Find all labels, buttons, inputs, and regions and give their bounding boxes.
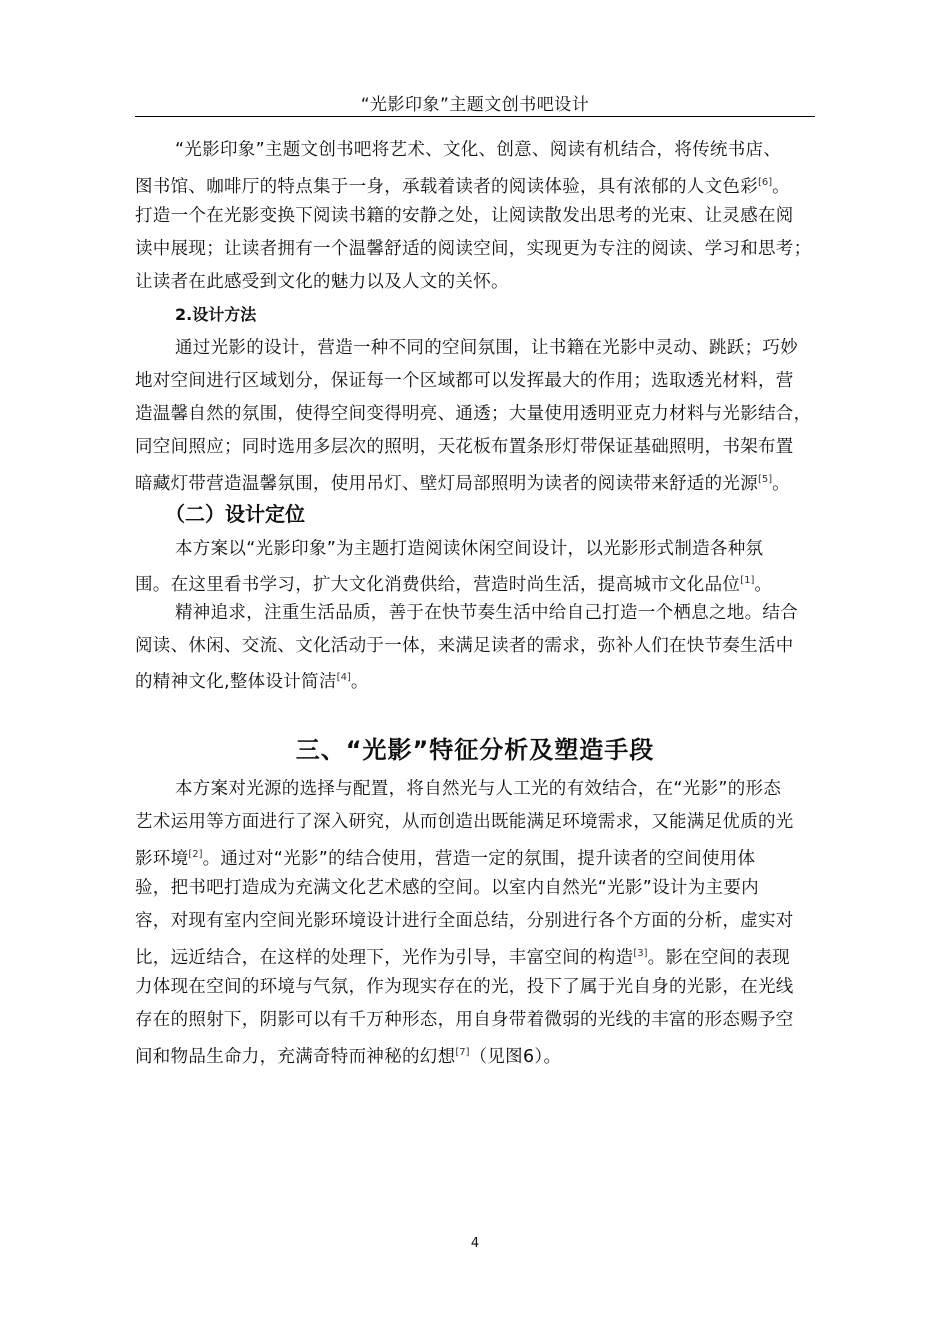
- paragraph-line: [135, 942, 790, 970]
- page-number: 4: [470, 1236, 480, 1251]
- paragraph-line: 地对空间进行区域划分，保证每一个区域都可以发挥最大的作用；选取透光材料，营: [135, 371, 794, 391]
- running-header: “光影印象”主题文创书吧设计: [360, 95, 590, 115]
- citation-ref: [7]: [455, 1047, 470, 1058]
- text-run: 。通过对“光影”的结合使用，营造一定的氛围，提升读者的空间使用体: [202, 848, 756, 869]
- paragraph-line: 读中展现；让读者拥有一个温馨舒适的阅读空间，实现更为专注的阅读、学习和思考；: [135, 239, 812, 259]
- text-run: 。: [754, 574, 773, 595]
- text-run: 。: [350, 671, 369, 692]
- text-run: 影环境: [135, 848, 189, 869]
- text-run: 比，远近结合，在这样的处理下，光作为引导，丰富空间的构造: [135, 947, 634, 968]
- text-run: （见图6）。: [469, 1046, 562, 1067]
- chapter-heading: 三、“光影”特征分析及塑造手段: [295, 736, 655, 764]
- text-run: 围。在这里看书学习，扩大文化消费供给，营造时尚生活，提高城市文化品位: [135, 574, 741, 595]
- paragraph-line: 精神追求，注重生活品质，善于在快节奏生活中给自己打造一个栖息之地。结合: [175, 603, 798, 623]
- paragraph-line: 阅读、休闲、交流、文化活动于一体，来满足读者的需求，弥补人们在快节奏生活中: [135, 636, 794, 656]
- paragraph-line: “光影印象”主题文创书吧将艺术、文化、创意、阅读有机结合，将传统书店、: [175, 140, 782, 160]
- paragraph-line: 让读者在此感受到文化的魅力以及人文的关怀。: [135, 272, 509, 292]
- citation-ref: [5]: [758, 474, 773, 485]
- paragraph-line: 验，把书吧打造成为充满文化艺术感的空间。以室内自然光“光影”设计为主要内: [135, 878, 759, 898]
- paragraph-line: [135, 171, 790, 199]
- paragraph-line: 本方案以“光影印象”为主题打造阅读休闲空间设计，以光影形式制造各种氛: [175, 539, 764, 559]
- paragraph-line: 造温馨自然的氛围，使得空间变得明亮、通透；大量使用透明亚克力材料与光影结合，: [135, 404, 812, 424]
- text-run: 。: [772, 473, 790, 494]
- paragraph-line: [135, 569, 772, 597]
- text-run: 的精神文化,整体设计简洁: [135, 671, 337, 692]
- header-rule: [135, 116, 815, 117]
- paragraph-line: 存在的照射下，阴影可以有千万种形态，用自身带着微弱的光线的丰富的形态赐予空: [135, 1010, 794, 1030]
- citation-ref: [1]: [740, 575, 755, 586]
- citation-ref: [3]: [633, 948, 648, 959]
- paragraph-line: 通过光影的设计，营造一种不同的空间氛围，让书籍在光影中灵动、跳跃；巧妙: [175, 338, 798, 358]
- paragraph-line: 艺术运用等方面进行了深入研究，从而创造出既能满足环境需求，又能满足优质的光: [135, 812, 794, 832]
- citation-ref: [6]: [758, 177, 773, 188]
- text-run: 间和物品生命力，充满奇特而神秘的幻想: [135, 1046, 456, 1067]
- paragraph-line: 力体现在空间的环境与气氛，作为现实存在的光，投下了属于光自身的光影，在光线: [135, 977, 794, 997]
- text-run: 。影在空间的表现: [647, 947, 790, 968]
- paragraph-line: [135, 468, 790, 496]
- citation-ref: [4]: [336, 672, 351, 683]
- paragraph-line: [135, 843, 755, 871]
- paragraph-line: 容，对现有室内空间光影环境设计进行全面总结，分别进行各个方面的分析，虚实对: [135, 911, 794, 931]
- paragraph-line: 同空间照应；同时选用多层次的照明，天花板布置条形灯带保证基础照明，书架布置: [135, 437, 794, 457]
- text-run: 暗藏灯带营造温馨氛围，使用吊灯、壁灯局部照明为读者的阅读带来舒适的光源: [135, 473, 758, 494]
- paragraph-line: 本方案对光源的选择与配置，将自然光与人工光的有效结合，在“光影”的形态: [175, 779, 782, 799]
- paragraph-line: [135, 666, 369, 694]
- text-run: 图书馆、咖啡厅的特点集于一身，承载着读者的阅读体验，具有浓郁的人文色彩: [135, 176, 758, 197]
- paragraph-line: 打造一个在光影变换下阅读书籍的安静之处，让阅读散发出思考的光束、让灵感在阅: [135, 206, 794, 226]
- section-heading: 2.设计方法: [175, 305, 257, 324]
- subsection-heading: （二）设计定位: [165, 502, 305, 526]
- text-run: 。: [772, 176, 790, 197]
- citation-ref: [2]: [188, 849, 203, 860]
- paragraph-line: [135, 1041, 561, 1069]
